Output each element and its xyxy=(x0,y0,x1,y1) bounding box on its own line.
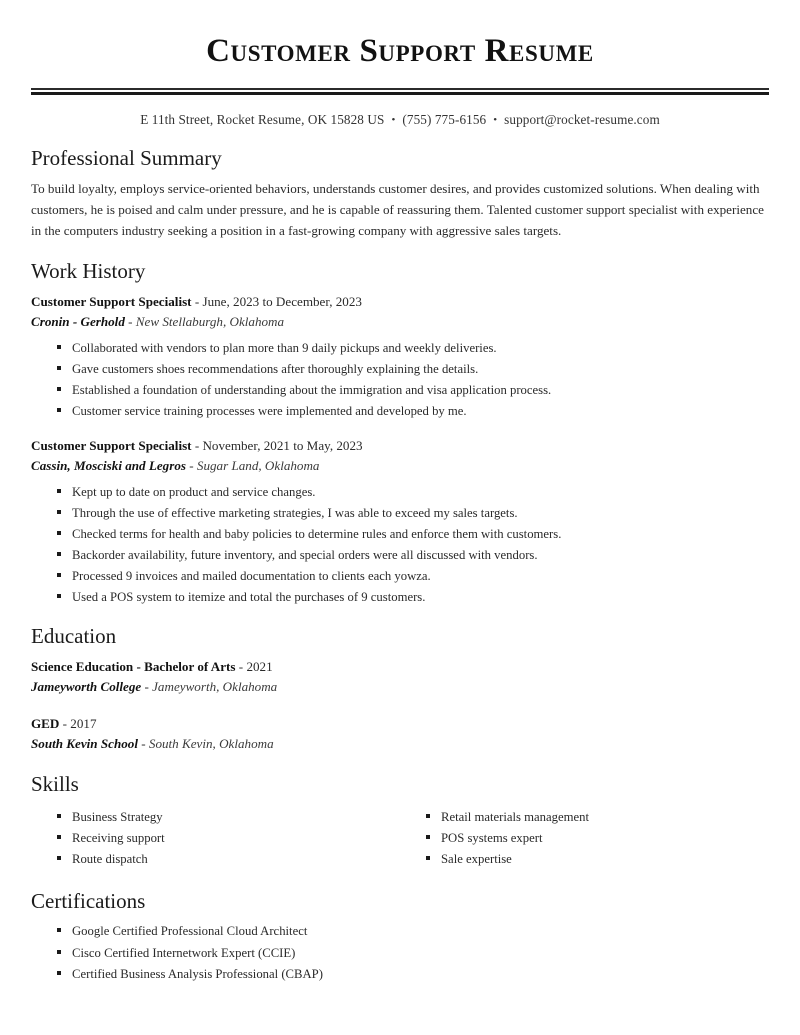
list-item: Gave customers shoes recommendations after thoroughly explaining the details. xyxy=(56,360,769,378)
contact-separator-1: • xyxy=(391,113,396,126)
section-heading-work-history: Work History xyxy=(31,259,146,284)
work-dates: November, 2021 to May, 2023 xyxy=(202,438,363,454)
work-company-line xyxy=(31,456,769,476)
list-item: Through the use of effective marketing strategies, I was able to exceed my sales targets. xyxy=(56,504,769,522)
work-job-title: Customer Support Specialist xyxy=(31,294,192,310)
work-dates: June, 2023 to December, 2023 xyxy=(202,294,362,310)
list-item: Backorder availability, future inventory, and special orders were all discussed with vendors. xyxy=(56,546,769,564)
list-item: Route dispatch xyxy=(56,850,400,868)
education-school-separator: - xyxy=(141,679,153,695)
work-title-line xyxy=(31,436,769,456)
work-title-separator: - xyxy=(191,438,203,454)
list-item: Kept up to date on product and service changes. xyxy=(56,483,769,501)
section-education xyxy=(31,624,769,754)
section-professional-summary xyxy=(31,146,769,241)
list-item: Established a foundation of understanding about the immigration and visa application process. xyxy=(56,381,769,399)
skills-column-right xyxy=(400,805,769,871)
work-entry xyxy=(31,436,769,606)
education-entry xyxy=(31,714,769,754)
education-year: 2021 xyxy=(246,659,273,675)
contact-phone: (755) 775-6156 xyxy=(402,111,487,127)
contact-address: E 11th Street, Rocket Resume, OK 15828 US xyxy=(140,111,385,127)
education-location: Jameyworth, Oklahoma xyxy=(152,679,278,695)
work-title-line xyxy=(31,292,769,312)
education-school-line xyxy=(31,677,769,697)
work-job-title: Customer Support Specialist xyxy=(31,438,192,454)
section-heading-skills: Skills xyxy=(31,772,79,796)
education-school: Jameyworth College xyxy=(31,679,142,695)
work-title-separator: - xyxy=(191,294,203,310)
education-entry xyxy=(31,657,769,697)
section-heading-education: Education xyxy=(31,624,117,649)
summary-paragraph: To build loyalty, employs service-oriented behaviors, understands customer desires, and provides customized solutions. When dealing with customers, he is poised and calm under pressure, and he is capable of reassuring them. Talented customer support specialist with experience in the computers industry seeking a position in a fast-growing company with aggressive sales targets. xyxy=(31,181,764,238)
list-item: Checked terms for health and baby policies to determine rules and enforce them with customers. xyxy=(56,525,769,543)
section-heading-summary: Professional Summary xyxy=(31,145,222,170)
skills-list-right xyxy=(400,808,769,868)
list-item: Used a POS system to itemize and total the purchases of 9 customers. xyxy=(56,588,769,606)
contact-separator-2: • xyxy=(493,113,498,126)
work-company-line xyxy=(31,312,769,332)
education-degree-separator: - xyxy=(59,716,71,732)
header-divider xyxy=(31,88,769,95)
education-degree: Science Education - Bachelor of Arts xyxy=(31,659,236,675)
work-entry xyxy=(31,292,769,420)
education-school: South Kevin School xyxy=(31,736,138,752)
skills-columns xyxy=(31,805,769,871)
list-item: Collaborated with vendors to plan more than 9 daily pickups and weekly deliveries. xyxy=(56,339,769,357)
section-skills xyxy=(31,772,769,871)
list-item: Sale expertise xyxy=(425,850,769,868)
list-item: Cisco Certified Internetwork Expert (CCIE) xyxy=(56,944,769,962)
list-item: Processed 9 invoices and mailed documentation to clients each yowza. xyxy=(56,567,769,585)
work-location: New Stellaburgh, Oklahoma xyxy=(135,314,285,330)
certifications-list xyxy=(31,922,769,982)
education-degree-line xyxy=(31,657,769,677)
list-item: Retail materials management xyxy=(425,808,769,826)
work-company-separator: - xyxy=(124,314,136,330)
education-school-line xyxy=(31,734,769,754)
education-degree: GED xyxy=(31,716,60,732)
divider-line-thick xyxy=(31,92,769,95)
work-bullet-list xyxy=(31,483,769,606)
education-degree-separator: - xyxy=(235,659,247,675)
work-company: Cronin - Gerhold xyxy=(31,314,125,330)
education-location: South Kevin, Oklahoma xyxy=(148,736,274,752)
work-company: Cassin, Mosciski and Legros xyxy=(31,458,186,474)
work-location: Sugar Land, Oklahoma xyxy=(196,458,320,474)
page-title: Customer Support Resume xyxy=(206,33,594,69)
work-bullet-list xyxy=(31,339,769,420)
work-company-separator: - xyxy=(185,458,197,474)
skills-list-left xyxy=(31,808,400,868)
skills-column-left xyxy=(31,805,400,871)
list-item: POS systems expert xyxy=(425,829,769,847)
education-degree-line xyxy=(31,714,769,734)
section-work-history xyxy=(31,259,769,606)
education-school-separator: - xyxy=(137,736,149,752)
contact-email: support@rocket-resume.com xyxy=(504,111,660,127)
list-item: Google Certified Professional Cloud Architect xyxy=(56,922,769,940)
section-certifications xyxy=(31,889,769,982)
list-item: Certified Business Analysis Professional (CBAP) xyxy=(56,965,769,983)
list-item: Business Strategy xyxy=(56,808,400,826)
contact-line xyxy=(31,112,769,128)
list-item: Receiving support xyxy=(56,829,400,847)
education-year: 2017 xyxy=(70,716,97,732)
section-heading-certifications: Certifications xyxy=(31,889,146,914)
list-item: Customer service training processes were implemented and developed by me. xyxy=(56,402,769,420)
